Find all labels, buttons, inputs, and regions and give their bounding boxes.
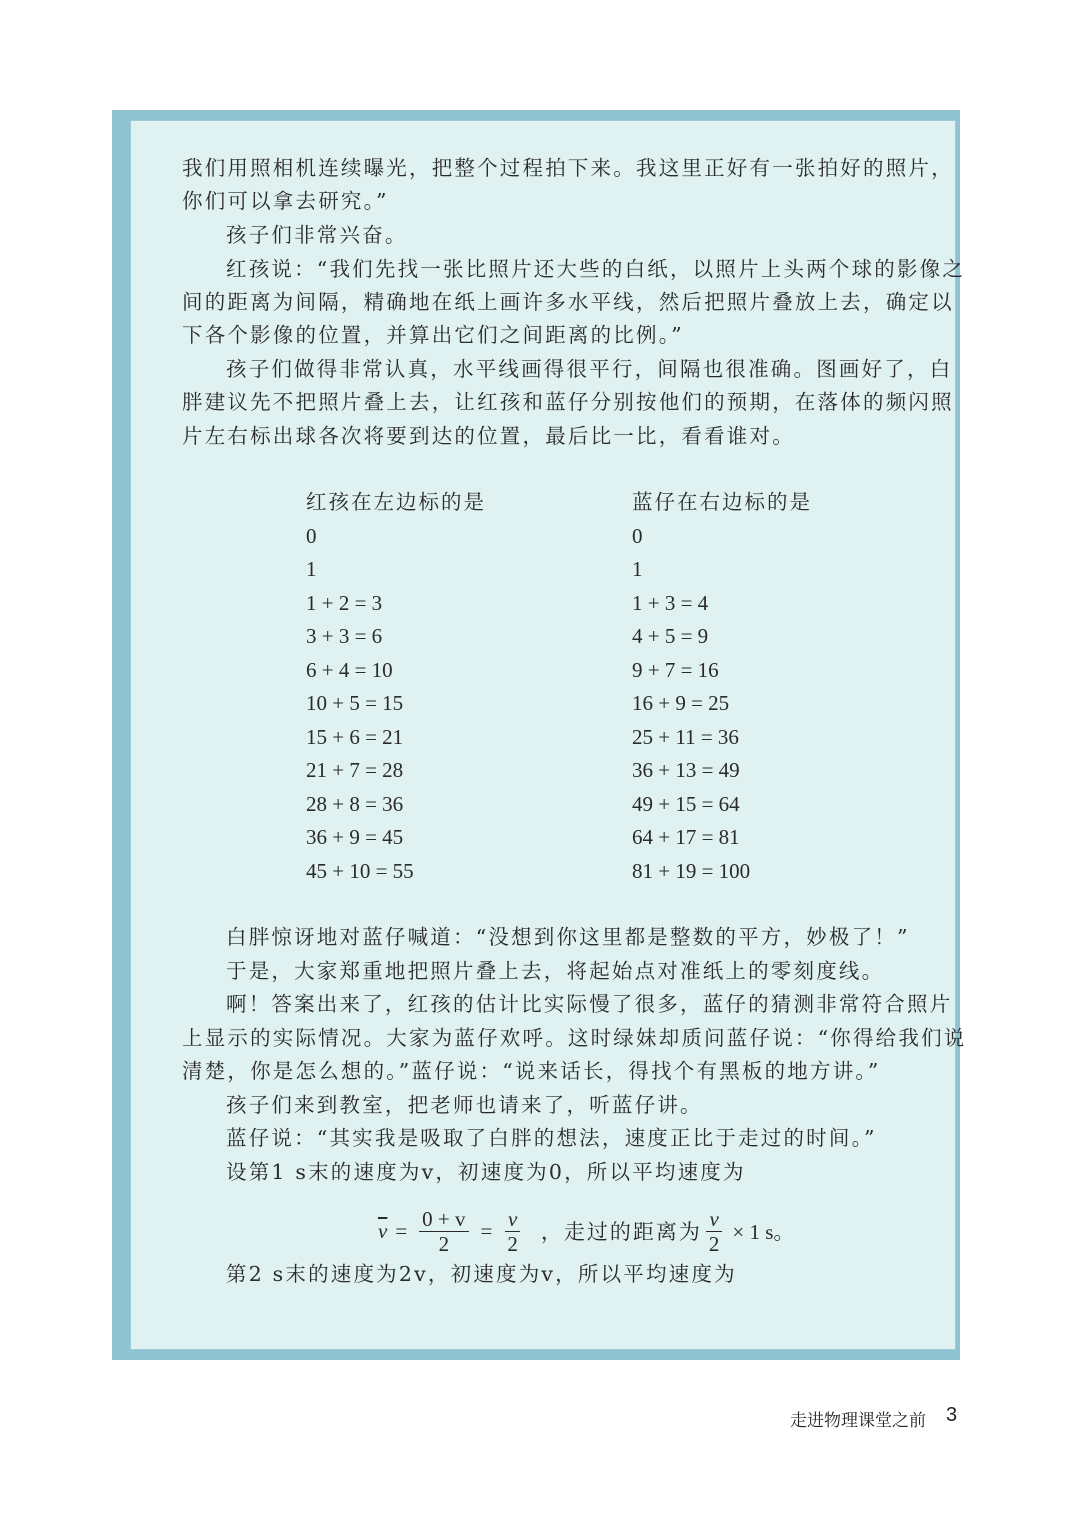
paragraph-line: 上显示的实际情况。大家为蓝仔欢呼。这时绿妹却质问蓝仔说：“你得给我们说 (182, 1026, 967, 1050)
page-number: 3 (946, 1404, 958, 1426)
paragraph-line: 你们可以拿去研究。” (182, 189, 389, 213)
right-column-row: 1 (632, 557, 643, 581)
formula-average-velocity: $\overline{v}$ (378, 1218, 388, 1243)
formula-equals: = (480, 1218, 493, 1243)
left-column-row: 6 + 4 = 10 (306, 657, 393, 682)
paragraph-line: 清楚，你是怎么想的。”蓝仔说：“说来话长，得找个有黑板的地方讲。” (182, 1059, 881, 1083)
paragraph-line: 孩子们非常兴奋。 (226, 223, 408, 247)
formula-fraction (419, 1207, 468, 1256)
right-column-row: 9 + 7 = 16 (632, 657, 719, 682)
right-column-row: 49 + 15 = 64 (632, 791, 740, 816)
fraction-denominator: 2 (438, 1231, 450, 1256)
formula-fraction (706, 1207, 723, 1256)
left-column-row: 0 (306, 523, 317, 548)
left-column-row: 3 + 3 = 6 (306, 624, 383, 648)
fraction-numerator: v (505, 1207, 520, 1232)
right-column (632, 486, 812, 888)
right-column-row: 16 + 9 = 25 (632, 691, 730, 715)
paragraph-line: 间的距离为间隔，精确地在纸上画许多水平线，然后把照片叠放上去，确定以 (182, 290, 954, 314)
formula-equals: = (395, 1218, 408, 1243)
right-column-heading: 蓝仔在右边标的是 (632, 490, 812, 514)
paragraph-line: 孩子们做得非常认真，水平线画得很平行，间隔也很准确。图画好了，白 (226, 357, 953, 381)
left-column-row: 45 + 10 = 55 (306, 858, 414, 883)
left-column (306, 486, 486, 888)
paragraph-line: 蓝仔说：“其实我是吸取了白胖的想法，速度正比于走过的时间。” (226, 1126, 877, 1150)
left-column-heading: 红孩在左边标的是 (306, 490, 486, 514)
left-column-row: 21 + 7 = 28 (306, 758, 404, 782)
paragraph-line: 白胖惊讶地对蓝仔喊道：“没想到你这里都是整数的平方，妙极了！” (226, 925, 910, 949)
formula-fraction (504, 1207, 521, 1256)
paragraph-line: 胖建议先不把照片叠上去，让红孩和蓝仔分别按他们的预期，在落体的频闪照 (182, 390, 954, 414)
fraction-denominator: 2 (708, 1231, 720, 1256)
paragraph-line: 红孩说：“我们先找一张比照片还大些的白纸，以照片上头两个球的影像之 (226, 257, 966, 281)
right-column-row: 25 + 11 = 36 (632, 724, 739, 749)
paragraph-line: 片左右标出球各次将要到达的位置，最后比一比，看看谁对。 (182, 424, 795, 448)
left-column-row: 28 + 8 = 36 (306, 791, 404, 816)
left-column-row: 1 (306, 557, 317, 581)
left-column-row: 10 + 5 = 15 (306, 691, 404, 715)
left-column-row: 36 + 9 = 45 (306, 825, 404, 849)
paragraph-line: 第2 s末的速度为2v，初速度为v，所以平均速度为 (226, 1262, 737, 1286)
fraction-numerator: v (706, 1207, 721, 1232)
right-column-row: 81 + 19 = 100 (632, 858, 751, 883)
right-column-row: 64 + 17 = 81 (632, 825, 740, 849)
paragraph-line: 啊！答案出来了，红孩的估计比实际慢了很多，蓝仔的猜测非常符合照片 (226, 992, 953, 1016)
paragraph-line: 孩子们来到教室，把老师也请来了，听蓝仔讲。 (226, 1093, 703, 1117)
left-column-row: 15 + 6 = 21 (306, 724, 404, 749)
left-column-row: 1 + 2 = 3 (306, 590, 383, 615)
paragraph-line: 于是，大家郑重地把照片叠上去，将起始点对准纸上的零刻度线。 (226, 959, 885, 983)
right-column-row: 4 + 5 = 9 (632, 624, 709, 648)
fraction-denominator: 2 (507, 1231, 518, 1256)
paragraph-line: 下各个影像的位置，并算出它们之间距离的比例。” (182, 323, 684, 347)
fraction-numerator: 0 + v (419, 1207, 468, 1232)
formula-text: ，走过的距离为 (540, 1220, 702, 1244)
right-column-row: 36 + 13 = 49 (632, 758, 740, 782)
right-column-row: 1 + 3 = 4 (632, 590, 709, 615)
right-column-row: 0 (632, 523, 643, 548)
average-velocity-formula (378, 1206, 794, 1256)
footer-chapter-title: 走进物理课堂之前 (790, 1411, 926, 1431)
paragraph-line: 设第1 s末的速度为v，初速度为0，所以平均速度为 (226, 1160, 746, 1184)
paragraph-line: 我们用照相机连续曝光，把整个过程拍下来。我这里正好有一张拍好的照片， (182, 156, 954, 180)
formula-tail: × 1 s。 (732, 1220, 795, 1244)
